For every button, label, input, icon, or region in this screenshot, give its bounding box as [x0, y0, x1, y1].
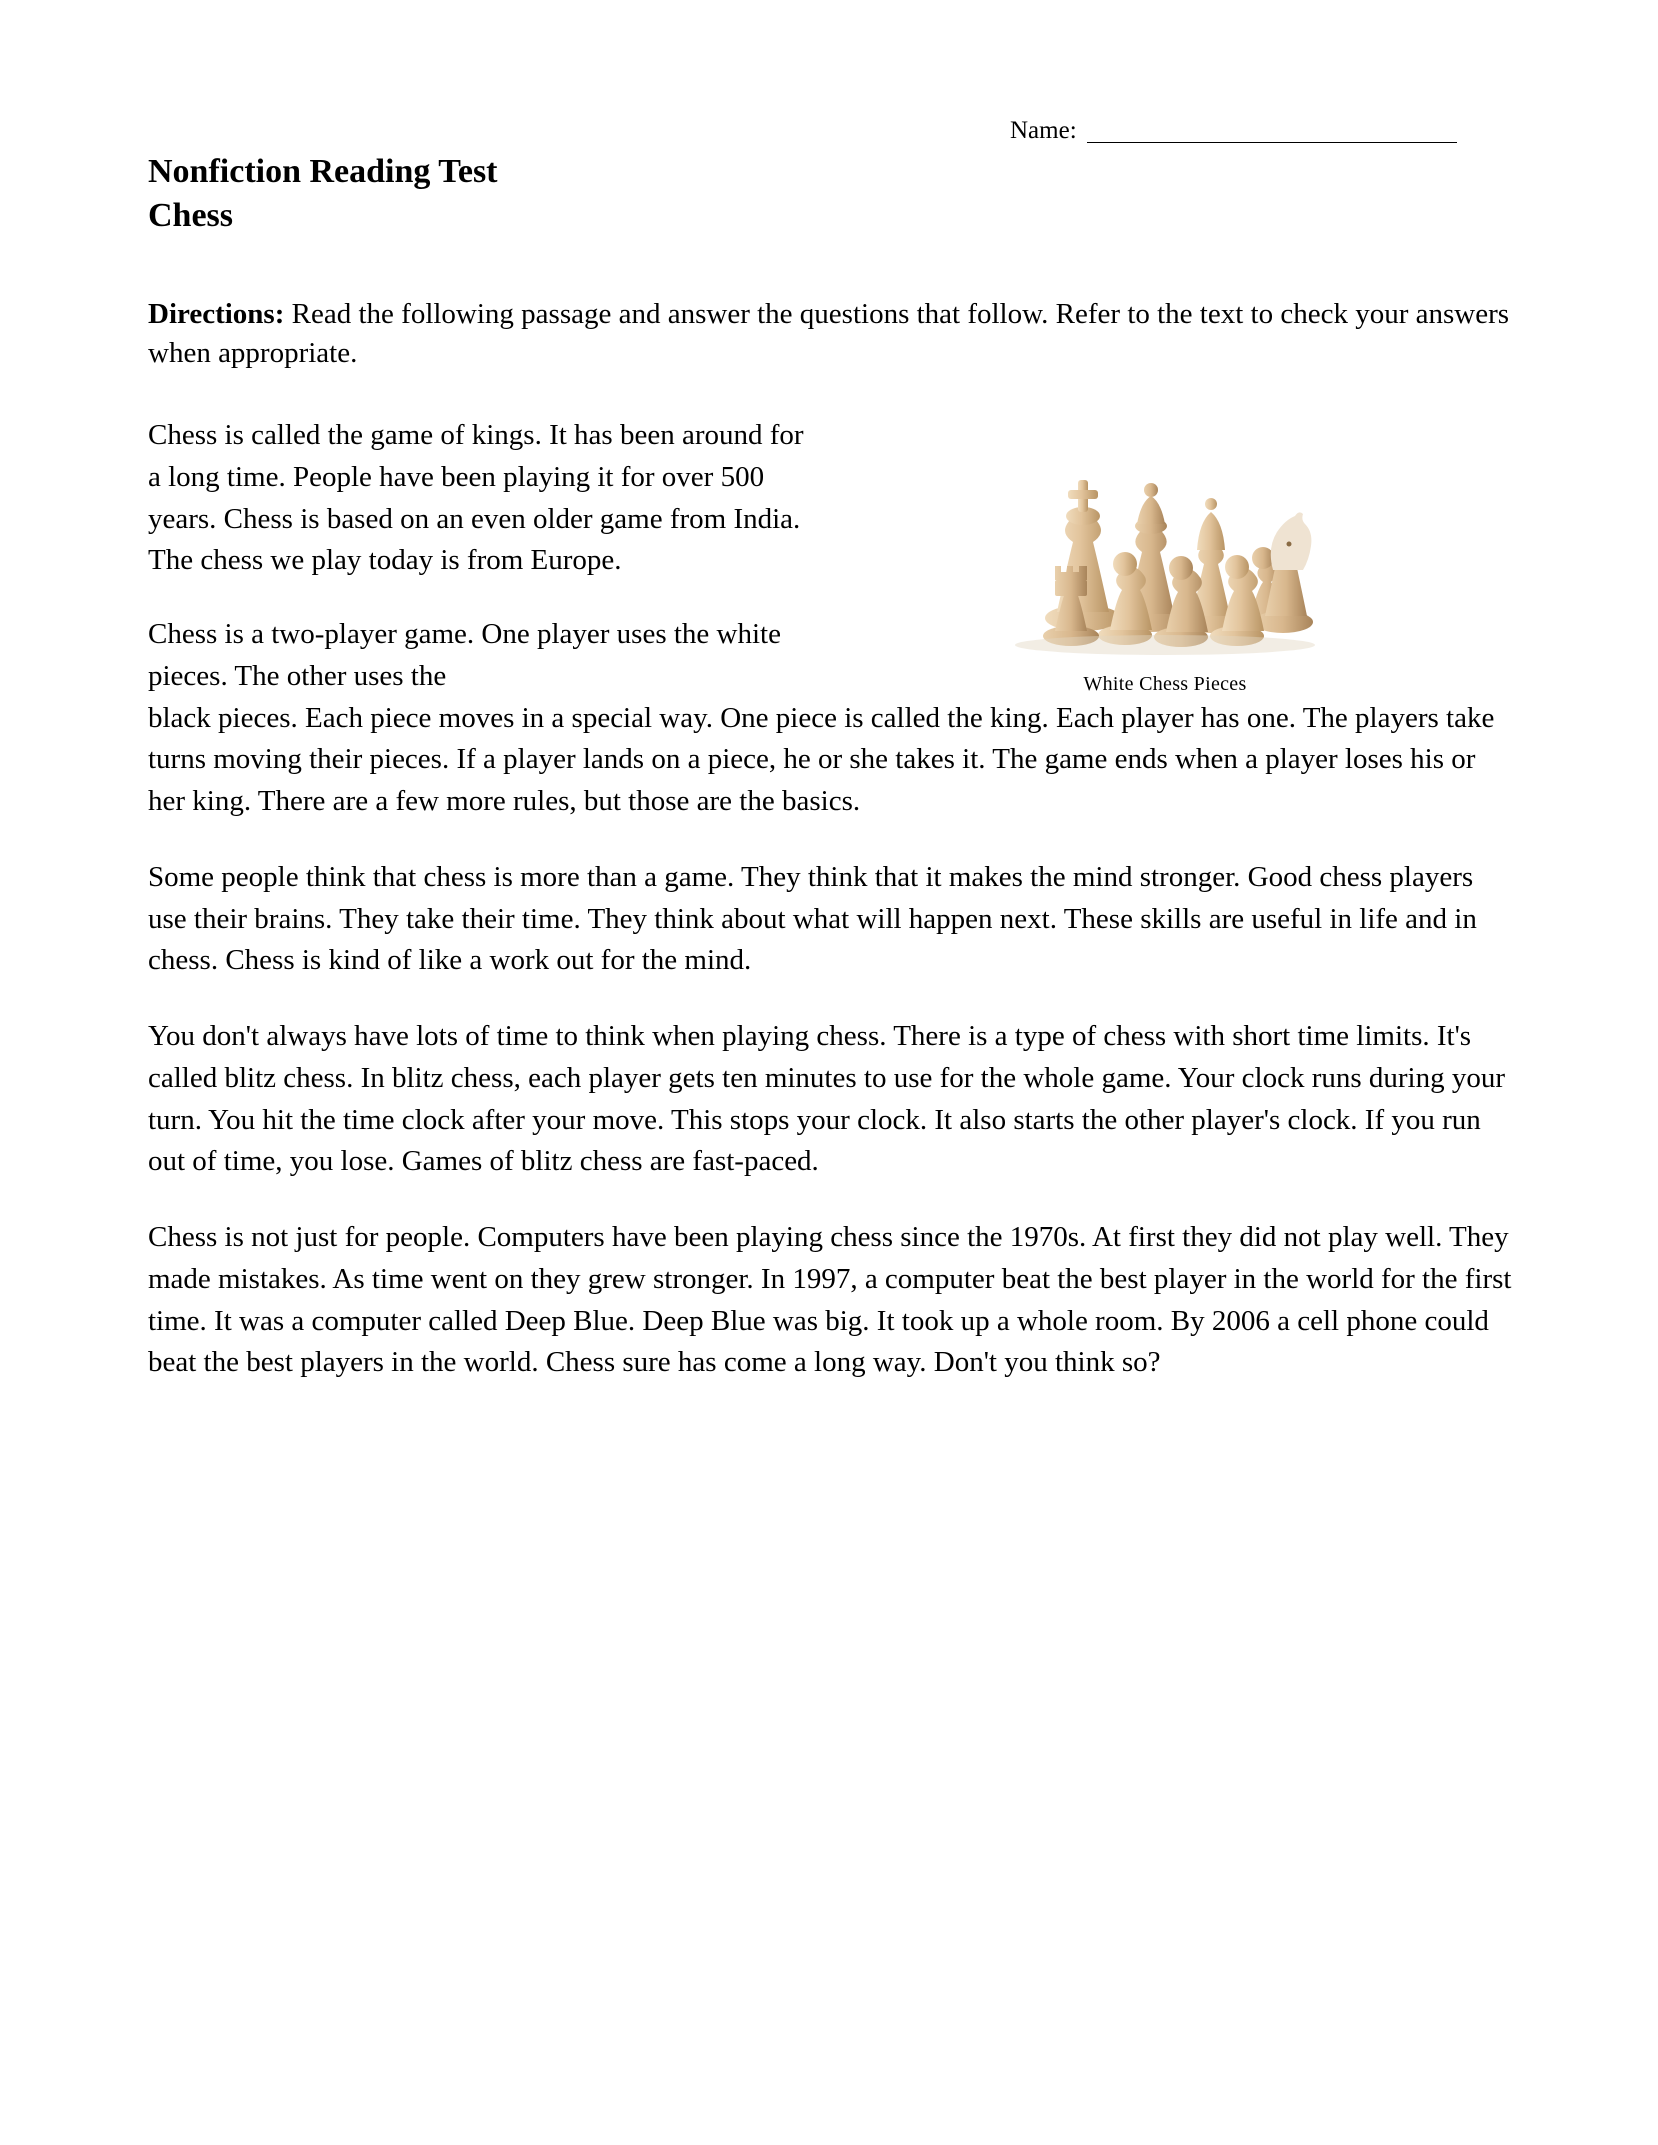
- passage-paragraph-2-wide: black pieces. Each piece moves in a special way. One piece is called the king. Each player has one. The players take turns moving their pieces. If a player lands on a piece, he or she takes it. The game ends when a player loses his or her king. There are a few more rules, but those are the basics.: [148, 701, 1495, 817]
- passage-paragraph-5: Chess is not just for people. Computers have been playing chess since the 1970s. At first they did not play well. They made mistakes. As time went on they grew stronger. In 1997, a computer beat the best player in the world for the first time. It was a computer called Deep Blue. Deep Blue was big. It took up a whole room. By 2006 a cell phone could beat the best players in the world. Chess sure has come a long way. Don't you think so?: [148, 1221, 1512, 1379]
- name-input-line[interactable]: [1087, 120, 1457, 143]
- directions-paragraph: [148, 295, 1518, 373]
- page-title: [148, 150, 498, 238]
- name-field-row: [1010, 118, 1457, 143]
- directions-label: Directions:: [148, 298, 285, 330]
- passage-paragraph-4: You don't always have lots of time to think when playing chess. There is a type of chess with short time limits. It's called blitz chess. In blitz chess, each player gets ten minutes to use for the whole game. Your clock runs during your turn. You hit the time clock after your move. This stops your clock. It also starts the other player's clock. If you run out of time, you lose. Games of blitz chess are fast-paced.: [148, 1020, 1506, 1178]
- name-label: Name:: [1010, 117, 1077, 144]
- passage-paragraph-2-narrow: Chess is a two-player game. One player uses the white pieces. The other uses the: [148, 618, 781, 692]
- directions-text: Read the following passage and answer the questions that follow. Refer to the text to check your answers when appropriate.: [148, 298, 1510, 370]
- passage-paragraph-1: Chess is called the game of kings. It has been around for a long time. People have been playing it for over 500 years. Chess is based on an even older game from India. The chess we play today is from Europe.: [148, 419, 804, 577]
- title-line-2: Chess: [148, 197, 234, 235]
- passage-body: [148, 415, 1518, 1418]
- passage-paragraph-3: Some people think that chess is more than a game. They think that it makes the mind stronger. Good chess players use their brains. They take their time. They think about what will happen next. These skills are useful in life and in chess. Chess is kind of like a work out for the mind.: [148, 860, 1477, 977]
- title-line-1: Nonfiction Reading Test: [148, 153, 498, 190]
- figure-caption: White Chess Pieces: [1083, 673, 1247, 695]
